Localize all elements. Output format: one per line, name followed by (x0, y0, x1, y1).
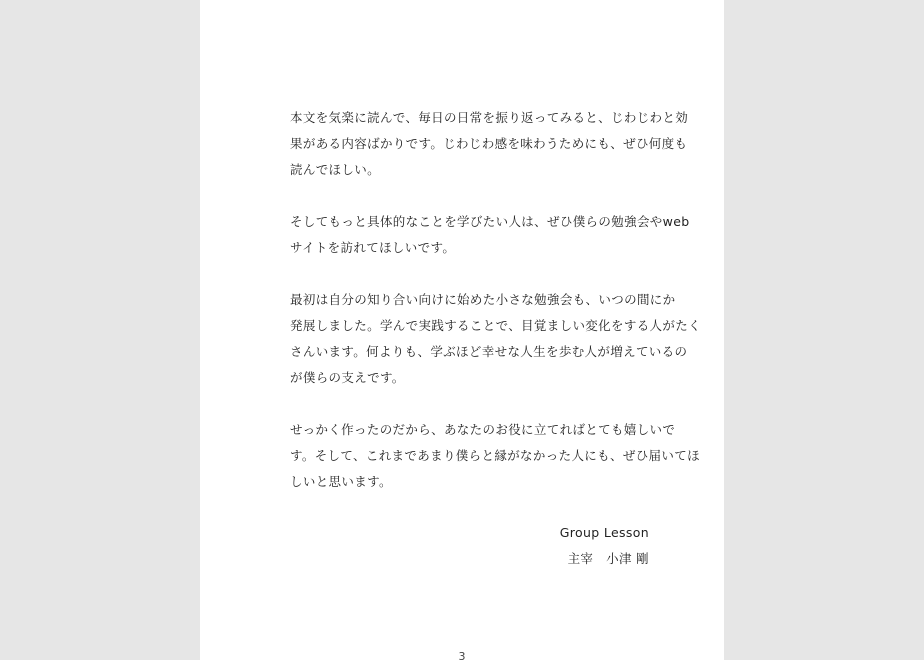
page-number: 3 (458, 650, 466, 660)
text-line: 最初は自分の知り合い向けに始めた小さな勉強会も、いつの間にか (290, 292, 676, 307)
text-line: サイトを訪れてほしいです。 (290, 240, 456, 255)
text-line: 果がある内容ばかりです。じわじわ感を味わうためにも、ぜひ何度も (290, 136, 688, 151)
text-line: 読んでほしい。 (290, 162, 380, 177)
text-line: が僕らの支えです。 (290, 370, 405, 385)
signature-block (560, 520, 649, 572)
text-line: 本文を気楽に読んで、毎日の日常を振り返ってみると、じわじわと効 (290, 110, 689, 125)
signature-author: 主宰 小津 剛 (567, 551, 649, 566)
body-text (290, 105, 701, 521)
text-line: さんいます。何よりも、学ぶほど幸せな人生を歩む人が増えているの (290, 344, 688, 359)
text-line: しいと思います。 (290, 474, 392, 489)
text-line: す。そして、これまであまり僕らと縁がなかった人にも、ぜひ届いてほ (290, 448, 700, 463)
text-line: せっかく作ったのだから、あなたのお役に立てればとても嬉しいで (290, 422, 676, 437)
text-line: そしてもっと具体的なことを学びたい人は、ぜひ僕らの勉強会やweb (290, 214, 690, 229)
text-line: 発展しました。学んで実践することで、目覚ましい変化をする人がたく (290, 318, 701, 333)
signature-organization: Group Lesson (559, 525, 649, 540)
paragraph-3 (290, 287, 701, 391)
paragraph-4 (290, 417, 700, 495)
paragraph-1 (290, 105, 689, 183)
document-page (200, 0, 724, 660)
paragraph-2 (290, 209, 690, 261)
